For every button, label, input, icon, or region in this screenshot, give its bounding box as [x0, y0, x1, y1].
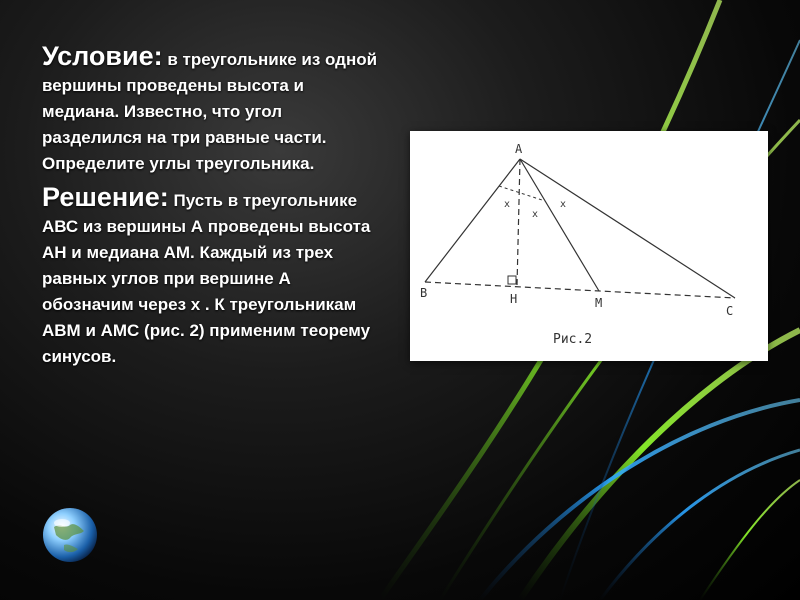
angle-label-3: x: [560, 199, 567, 210]
point-m-label: M: [595, 296, 603, 310]
globe-icon: [40, 505, 100, 565]
triangle-figure: [410, 131, 768, 361]
solution-label: Решение:: [42, 182, 169, 212]
side-bc: [425, 282, 735, 298]
point-h-label: H: [510, 292, 518, 306]
point-c-label: C: [726, 304, 734, 318]
text-block: [42, 40, 382, 370]
condition-text: в треугольнике из одной вершины проведены высота и медиана. Известно, что угол разделился на три равные части. Определите углы треугольника.: [42, 50, 378, 173]
angle-label-1: x: [504, 199, 511, 210]
angle-label-2: x: [532, 209, 539, 220]
median-am: [520, 159, 599, 291]
condition-label: Условие:: [42, 41, 163, 71]
altitude-ah: [517, 159, 520, 286]
right-angle-mark: [508, 276, 516, 284]
figure-panel: [410, 131, 768, 361]
point-a-label: A: [515, 142, 523, 156]
solution-paragraph: [42, 181, 382, 370]
side-ab: [425, 159, 520, 282]
side-ac: [520, 159, 735, 298]
solution-text: Пусть в треугольнике АВС из вершины А проведены высота AH и медиана АМ. Каждый из трех равных углов при вершине А обозначим через x . К треугольникам АВМ и АМС (рис. 2) применим теорему синусов.: [42, 191, 371, 366]
figure-caption: Рис.2: [553, 332, 593, 347]
condition-paragraph: [42, 40, 382, 177]
point-b-label: B: [420, 286, 428, 300]
